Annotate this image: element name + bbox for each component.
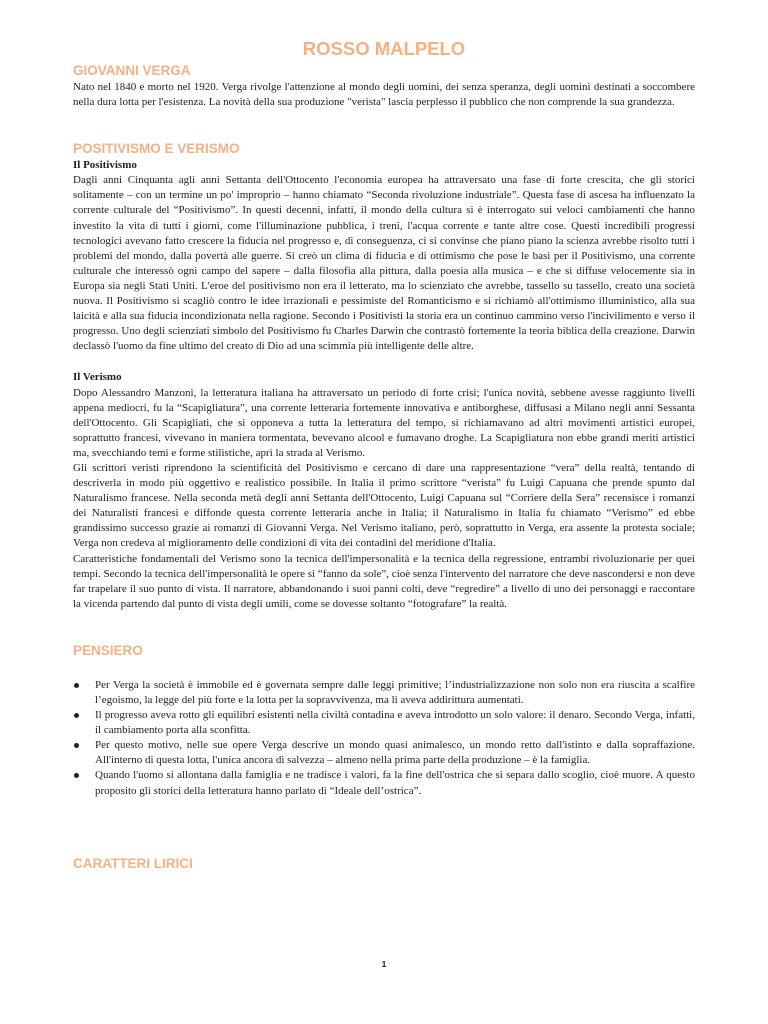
bullet-item [73, 678, 695, 708]
verismo-paragraph-3: Caratteristiche fondamentali del Verismo sono la tecnica dell'impersonalità e la tecnica della regressione, entrambi rivoluzionarie per quei tempi. Secondo la tecnica dell'impersonalità le opere si “fanno da sole”, cioè senza l'intervento del narratore che deve nascondersi e non deve far trapelare il suo punto di vista. Il narratore, abbandonando i suoi panni colti, deve “regredire” a livello di uno dei personaggi e raccontare la vicenda partendo dal punto di vista degli umili, come se dovesse soltanto “fotografare” la realtà. [73, 552, 695, 610]
bullet-dot-icon [74, 773, 79, 778]
heading-giovanni-verga: GIOVANNI VERGA [73, 63, 191, 78]
page-number: 1 [381, 959, 387, 969]
bullet-item [73, 708, 695, 738]
pensiero-bullet-list [73, 678, 695, 799]
bullet-dot-icon [74, 683, 79, 688]
verga-paragraph: Nato nel 1840 e morto nel 1920. Verga rivolge l'attenzione al mondo degli uomini, dei senza speranza, degli uomini destinati a soccombere nella dura lotta per l'esistenza. La novità della sua produzione "verista" lascia perplesso il pubblico che non comprende la sua grandezza. [73, 81, 695, 109]
heading-pensiero: PENSIERO [73, 642, 143, 658]
subheading-positivismo: Il Positivismo [73, 159, 137, 172]
bullet-text: Per questo motivo, nelle sue opere Verga descrive un mondo quasi animalesco, un mondo retto dall'istinto e dalla sopraffazione. All'interno di questa lotta, l'unica ancora di salvezza – almeno nella prima parte della produzione – è la famiglia. [95, 739, 695, 767]
positivismo-paragraph: Dagli anni Cinquanta agli anni Settanta dell'Ottocento l'economia europea ha attraversato una fase di forte crescita, che gli storici solitamente – con un termine un po' improprio – hanno chiamato “Seconda rivoluzione industriale”. Questa fase di ascesa ha influenzato la corrente culturale del “Positivismo”. In questi decenni, infatti, il mondo della cultura si è interrogato sui veloci cambiamenti che hanno investito la vita di tutti i giorni, come l'illuminazione pubblica, i treni, l'acqua corrente e tante altre cose. Questi incredibili progressi tecnologici avevano fatto crescere la fiducia nel progresso e, di conseguenza, ci si convinse che piano piano la scienza avrebbe risolto tutti i problemi del mondo, dalla povertà alle guerre. Si creò un clima di fiducia e di ottimismo che pose le basi per il Positivismo, una corrente culturale che interessò ogni campo del sapere – dalla filosofia alla pittura, dalla poesia alla musica – e che si diffuse velocemente sia in Europa sia negli Stati Uniti. L'eroe del positivismo non era il letterato, ma lo scienziato che avrebbe, tassello su tassello, creato una società nuova. Il Positivismo si scagliò contro le idee irrazionali e pessimiste del Romanticismo e si richiamò all'ottimismo illuministico, alla sua laicità e alla sua fiducia incondizionata nella ragione. Secondo i Positivisti la storia era un continuo cammino verso l'incivilimento e verso il progresso. Uno degli scienziati simbolo del Positivismo fu Charles Darwin che contrastò fortemente la teoria biblica della creazione. Darwin declassò l'uomo da fine ultimo del creato di Dio ad una scimmia più intelligente delle altre. [73, 174, 695, 353]
bullet-item [73, 738, 695, 768]
verismo-paragraph-1: Dopo Alessandro Manzoni, la letteratura italiana ha attraversato un periodo di forte crisi; l'unica novità, sebbene avesse raggiunto livelli appena mediocri, fu la “Scapigliatura”, una corrente letteraria fortemente innovativa e antiborghese, diffusasi a Milano negli anni Sessanta dell'Ottocento. Gli Scapigliati, che si opponeva a tutta la letteratura del tempo, si richiamavano ad altri movimenti artistici europei, soprattutto francesi, vivevano in maniera tormentata, bevevano alcool e fumavano droghe. La Scapigliatura non ebbe grandi meriti artistici ma, svecchiando temi e forme stilistiche, aprì la strada al Verismo. [73, 386, 695, 459]
bullet-dot-icon [74, 743, 79, 748]
bullet-dot-icon [74, 713, 79, 718]
bullet-text: Il progresso aveva rotto gli equilibri esistenti nella civiltà contadina e aveva introdotto un solo valore: il denaro. Secondo Verga, infatti, il cambiamento porta alla sconfitta. [95, 709, 695, 737]
bullet-text: Per Verga la società è immobile ed è governata sempre dalle leggi primitive; l’industrializzazione non solo non era riuscita a scalfire l’egoismo, la legge del più forte e la lotta per la sopravvivenza, ma li aveva addirittura aumentati. [95, 678, 695, 706]
subheading-verismo: Il Verismo [73, 371, 122, 384]
bullet-text: Quando l'uomo si allontana dalla famiglia e ne tradisce i valori, fa la fine dell'ostrica che si separa dallo scoglio, cioè muore. A questo proposito gli storici della letteratura hanno parlato di “Ideale dell’ostrica”. [95, 769, 695, 797]
verismo-paragraph-2: Gli scrittori veristi riprendono la scientificità del Positivismo e cercano di dare una rappresentazione “vera” della realtà, tentando di descriverla in modo più oggettivo e realistico possibile. In Italia il primo scrittore “verista” fu Luigi Capuana che prende spunto dal Naturalismo francese. Nella seconda metà degli anni Settanta dell'Ottocento, Luigi Capuana sul “Corriere della Sera” recensisce i romanzi dei Naturalisti francesi e diffonde questa corrente letteraria anche in Italia; il Naturalismo in Italia fu chiamato “Verismo” ed ebbe grandissimo successo grazie ai romanzi di Giovanni Verga. Nel Verismo italiano, però, soprattutto in Verga, era assente la protesta sociale; Verga non credeva al miglioramento delle condizioni di vita dei contadini del meridione d'Italia. [73, 461, 695, 550]
heading-positivismo-verismo: POSITIVISMO E VERISMO [73, 141, 240, 157]
bullet-item [73, 768, 695, 798]
document-title: ROSSO MALPELO [302, 38, 466, 59]
heading-caratteri-lirici: CARATTERI LIRICI [73, 855, 193, 871]
